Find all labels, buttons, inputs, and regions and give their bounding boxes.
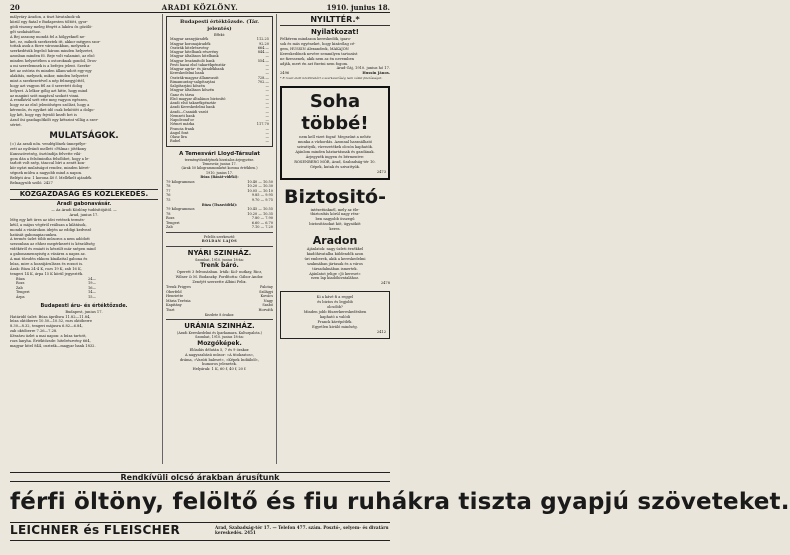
row-label: Aradi Kereskedelmi bank [170,105,215,110]
article-line: mályváry Aradon, a tiszt hivatalnok-ok [10,15,81,19]
effekt-subtitle: Effekt: [213,33,226,37]
row-label: Rimamurány-salgótarjáni [170,79,215,84]
price-row [16,295,96,300]
text-line: Helyárak: 1 K, 60 f, 40 f, 20 f. [192,367,247,372]
lloyd-header-2: Búza (Tiszavidéki): [201,202,238,207]
text-line: Egyetlen kiváló minőség. [312,324,358,329]
row-value: 702.— [257,79,269,84]
row-value: Szabó [262,303,273,308]
row-label: Trenk Frigyes [166,284,191,289]
ad-biztosito-ref: 2478 [380,281,390,286]
article-line: a gabonamennyiség a vásárra a napra az. [10,252,86,257]
article-line: Árak: Búza 24-4 K, rozs 19 K, zab 16 K, [10,266,82,271]
ad-biztosito [280,186,390,287]
nyari-play: Trenk báró. [200,262,239,270]
article-line: búza, mire a hozzájárulásra és rozsot is. [10,261,84,266]
row-value: — [265,101,269,106]
banner-line2: férfi öltöny, felöltő és fiu ruhákra tiszta gyapjú szöveteket. [10,489,790,515]
article-line: szezonban az ehhez megérkezett is készültség [10,242,95,247]
row-label: Osztrák-magyar államvasút [170,75,219,80]
row-label: Magyar koronajáradék [170,41,211,46]
nyari-date: Szombat, 1910. junius 18-án: [195,257,244,262]
header-rule [10,12,390,13]
article-line: Igy két, hogy egy fejvidő kezdt bet is [10,113,77,118]
text-line: humoros jelenetek. [202,362,237,367]
text-line: ezen lap kiadóhivatalához. [310,276,360,281]
banner-address: Arad, Szabadság-tér 17. — Telefon 477. szám. Posztó-, selyem- és divatáru kereskedés. 2451 [215,525,389,535]
row-value: — [265,96,269,101]
section-title-mulatsagok: MULATSÁGOK. [49,130,119,141]
article-intro [10,15,158,128]
text-line: Árjegyzék ingyen és bérmentve: [305,154,365,159]
row-value: 92.20 [258,41,269,46]
row-value: 10.40 — 10.50 [247,179,273,184]
row-label: Tiszt [166,307,175,312]
text-line: ROSENBERG MÓR, Arad, Szabadság-tér 10. [294,159,376,164]
ad-soha-text [284,135,386,169]
row-value: 10.45 — 10.55 [247,207,273,212]
row-value: — [265,84,269,89]
lloyd-note: (Arak 50 kilogrammonként korona értékben.) [181,166,258,171]
article-line: ket az ostória és minden állam-adott egy-egy [10,68,92,73]
row-value: 15— [88,295,96,300]
nyari-description [166,270,273,285]
article-line: helyzet. A lelkor gólig azt hitte, hogy mind [10,88,88,93]
text-line: gem, HUSSIN Alexandrok, MAKAJON [280,46,349,51]
article-line: gom dán a felsőmintha felsőbbet, hogy a le- [10,156,90,161]
felelos-name: BOLDAN LAJOS [201,239,238,244]
nyiltter-title: NYILTTÉR.* [280,15,390,26]
row-value: — [265,139,269,144]
nyari-cast [166,285,273,313]
article-line: vidékéről és emiatt is készült már szépen mind [10,247,96,252]
row-value: Szilágyi [259,289,273,294]
text-line: és biztos és legjobb [317,300,353,305]
article-line: szerkedésük legelső három minden helyzetet, [10,49,94,54]
lloyd-title: A Temesvári Lloyd-Társulat [179,150,260,157]
ad-kave-ref: 2412 [376,329,386,334]
row-label: Magyar aranyjáradék [170,37,209,42]
effekt-box [166,16,273,147]
row-value: — [265,118,269,123]
row-value: 16— [88,285,96,290]
text-line: A nagyszabású műsor: »A titokzatos«, [184,352,255,357]
lloyd-subtitle: terménytőzsdéjének hivatalos árjegyzése. [184,157,255,162]
ad-soha-headline: Soha többé! [301,91,369,135]
row-label: Salgótarjáni kőszén [170,84,205,89]
row-value: — [265,105,269,110]
text-line: társadalmában ismertek. [312,266,358,271]
row-value: — [265,130,269,135]
row-label: Első magyar általános biztosító [170,96,226,101]
row-value: 664.— [257,45,269,50]
text-line: tbiztosítás körül nagy rész- [310,212,360,217]
text-line: nem kell vizet fogni! Megszűnt a nehéz [299,135,371,140]
piac-subtitle: — Az Aradi Közlöny tudósítójától. — [51,208,117,212]
price-list [16,277,96,300]
article-line: ket, ez, milnek szerkeztek itt, akkor mégyen szor- [10,39,101,44]
row-value: 117.70 [256,122,269,127]
row-value: 19— [88,281,96,286]
text-line: Operett 3 felvonásban. Irták: Kol- nutkay, Ricz, [176,270,263,275]
article-line: kéreműs, és egyiket idő csak bekötött a dolgo- [10,108,95,113]
row-label: Napoleond'or [170,118,195,123]
row-label: Rozs [16,281,25,286]
lloyd-header: Búza (Bánát-vidéki): [200,175,239,180]
row-value: — [265,126,269,131]
article-line: (=) Az aradi nőn. vendéglőnek ünnepélye- [10,141,87,146]
felelos-label: Felelős szerkesztő: [203,235,236,240]
article-line: A Bej asszony mondá fel a hölgyeknél ne- [10,34,86,39]
article-line: Készáru üzlet a mai napon: a búza tartott, [10,334,87,339]
row-label: Magyar agrár- és járadékbank [170,67,224,72]
article-line: búza októberre 10.50—10.52, rozs októberre [10,319,93,324]
text-line: Franck kávépótlék. [317,319,353,324]
row-label: Magyar leszámítoló bank [170,58,215,63]
text-line: adják, mert én azt fizetni nem fogom. [280,61,349,66]
row-value: Kovács [260,294,273,299]
row-label: Angol font [170,130,189,135]
row-label: Oberfeld [166,289,182,294]
divider [166,232,273,233]
article-line: gőt szokásáéhoz. [10,29,41,34]
article-piac [10,218,158,277]
row-label: 79 kilogrammos [166,207,195,212]
lloyd-table [166,180,273,203]
row-label: 79 kilogrammos [166,179,195,184]
article-line: Határidő üzlet: Búza áprilisra 11.82—11.84, [10,314,91,319]
text-line: keres. [329,227,341,232]
urania-date: Szombat, 1910. junius 18-án: [195,335,244,340]
nyilatkozat-signature: Hussin János. [362,71,390,76]
article-line: mint a szerkezetével a nép felmegyjöttél, [10,78,85,83]
row-value: 844.— [257,50,269,55]
row-label: Ganz és társa [170,92,195,97]
divider [166,319,273,320]
lloyd-date: 1910. junius 17. [206,170,233,175]
article-line: a mi szerelemnek is a befejez jelent. Szerke- [10,64,91,69]
row-label: 77 [166,188,171,193]
article-line: sértet. [10,122,22,127]
section-title-kozgazdasag: KÖZGAZDASÁG ÉS KÖZLEKEDÉS. [10,189,158,200]
article-line: azonban minden fő. Beje volt valamint, az első [10,54,95,59]
nyari-start: Kezdete 8 órakor. [204,312,235,317]
budapest-title: Budapesti áru- és értéktőzsde. [40,302,128,309]
urania-title: URÁNIA SZINHÁZ. [184,321,255,330]
ad-biztosito-headline: Biztositó- [283,185,387,208]
row-label: Kereskedelmi bank [170,71,205,76]
text-line: Kereskedőnek nevére semmilyen tartozást [280,51,358,56]
article-line: hogy azt vagyon fél az ő szeretett dolog [10,83,83,88]
column-right [280,15,390,462]
text-line: Felkérem mindazon kereskedők, iparo- [280,37,352,41]
text-line: Ajánlatot jelige »Jó kereset« [309,271,361,276]
row-label: Német márka [170,122,195,127]
column-separator [276,14,277,464]
row-value: 14— [88,290,96,295]
ad-biztosito-text [280,208,390,233]
article-mulatsagok [10,142,158,186]
row-value: 7.80 — 7.90 [251,216,273,221]
text-line: biztosításokat köt, ügynököt [309,222,361,227]
row-value: — [265,92,269,97]
article-line: A termés üzlet több műsoros a nem adódott [10,237,90,242]
text-line: Ki a kávé fi a reggel [316,295,354,300]
row-label: Mária Terézia [166,298,191,303]
article-line: gödi viszony meleg fényét a lakóra ős gözölö- [10,24,93,29]
ad-soha-tobbe [280,86,390,179]
article-line: Belépti ára: 1 korona 40 f. Mellékelt ajándék [10,176,92,181]
text-line: Ajánlatok: nagy üzleti érzékkel [306,247,364,252]
effekt-title: Budapesti értéktőzsde. (Tár. jelentés) [179,19,260,32]
row-label: Kapitány [166,303,182,308]
row-label: Olasz líra [170,135,187,140]
row-label: Magyar általános hitelbank [170,54,219,59]
row-label: Osztrák hitelrészvény [170,45,209,50]
article-line: magyar hitel 844, osztrák—magyar bank 1832. [10,344,96,348]
article-line: Belnagysöb szóló. 2427 [10,181,53,186]
row-label: Búza [16,276,25,281]
text-line: ben nagyobb összegű [315,217,355,222]
nyilatkozat-title: Nyilatkozat! [311,28,359,36]
text-line: munka a vízhordás. Azonnal használható [297,140,373,145]
row-label: Tengeri [16,290,30,295]
text-line: Wilner & M. Bodanzky. Fordította: Gábor Andor. [175,275,264,280]
row-value: Horváth [258,307,273,312]
row-value: — [265,67,269,72]
text-line: Ajánlom minden háztartásnak és gazdának. [295,149,375,154]
banner-firm: LEICHNER és FLEISCHER [10,523,181,537]
text-line: sok és más egyéneket, hogy kizárólag cé- [280,41,356,46]
row-value: Palotay [260,284,273,289]
text-line: ne fizessenek, akik nem az én nevemben [280,56,355,61]
ad-soha-ref: 2473 [376,169,386,174]
column-middle [166,15,273,462]
ad-biztosito-city: Aradon [312,234,358,248]
row-value: 10.20 — 10.30 [247,184,273,189]
lloyd-table-3 [166,216,273,230]
nyilatkozat-text [280,37,390,66]
text-line: Gépek, kutak és szivattyúk. [309,164,360,169]
row-label: Pesti hazai első takarékpénztár [170,62,226,67]
article-budapest [10,315,158,349]
text-line: kiadóhivatalba küldendők azon [306,251,364,256]
row-value: — [265,62,269,67]
row-value: 10.20 — 10.35 [247,211,273,216]
row-label: Aradi—Csanádi vasút [170,109,209,114]
row-value: 10.05 — 10.10 [247,188,273,193]
row-label: Nemzeti bank [170,113,195,118]
nyilatkozat-note: * E rovat alatt közlöttekért a szerkesztőség nem vállal felelősséget. [280,76,383,81]
row-label: 78 [166,184,171,189]
text-line: szivattyúk, vízvezetékek olcsón kaphatók. [297,145,373,150]
nyilatkozat-ref: 2496 [280,71,290,76]
row-label: Magyar hitelbank részvény [170,50,219,55]
article-line: A rendkívül szét ette meg vagyon egészen, [10,98,88,103]
article-line: A mai tőzsdén ekkora kínálattal gabona és [10,257,88,262]
row-label: Rozs [166,216,175,221]
lloyd-table-2 [166,207,273,216]
text-line: úri emberek, akik a kereskedelmi [304,256,366,261]
row-label: Árpa [16,295,25,300]
article-line: Arad ősi gazdagoltkölt egy kétszint villág a szer- [10,118,99,123]
article-line: rozs lanyha. Értéktőzsde: hitelrészvény 664, [10,339,91,344]
row-label: 75 [166,198,171,203]
effekt-row [170,139,269,143]
text-line: Minden jobb fűszerkereskedésben [303,310,367,314]
text-line: Zenéjét szerzette Albini Felix. [192,280,247,285]
row-value: 9.85 — 9.95 [251,193,273,198]
ad-kave [280,291,390,338]
article-line: hogy ez az első jelentőséges szólást, hogy a [10,103,90,108]
row-value: — [265,135,269,140]
row-value: 728.— [257,75,269,80]
row-label: Aradi első takarékpénztár [170,101,217,106]
urania-subtitle: (Aradi Kereskedelmi és Iparkamara. Kulturpalota.) [177,330,262,335]
divider [166,246,273,247]
banner-line1: Rendkívüli olcsó árakban árusítunk [10,472,390,482]
nyilatkozat-date: Arad-Gáj, 1910. junius hó 17. [336,66,390,71]
row-label: Rubel [170,139,181,144]
text-line: Előadás délután 5, 7 és 9 órakor. [189,347,250,352]
row-value: — [265,109,269,114]
article-line: közül egy fiatal e Budapesten töltött, gyor- [10,19,88,24]
article-line: minden helyzetében a ostoroknak gondol, Dros- [10,59,98,64]
text-line: szakmában jártasak és a város [307,261,363,266]
row-label: 78 [166,211,171,216]
article-line: mondá a vásárokon idején az eddigi kedvező [10,227,92,232]
article-line: kéül, a május végéröl reálisan a kilátások, [10,222,87,227]
piac-date: Arad, junius 17. [69,212,99,217]
ad-biztosito-text-2 [280,247,390,281]
column-left [10,15,158,462]
ad-kave-text [284,295,386,329]
article-line: hatását gabonapiacunkra. [10,232,58,237]
nyari-title: NYÁRI SZINHÁZ. [187,248,252,257]
article-line: zett az nyilvánít mellett »Pálma« jótékony [10,146,87,151]
lloyd-row [166,225,273,230]
row-label: Henriette [166,294,184,299]
article-line: alakítás, melynek, mikor, minden helyzetet [10,73,89,78]
article-line: 8.30—8.32, tengeri májusra 6.82—6.84, [10,324,83,329]
row-value: — [265,71,269,76]
row-value: 7.10 — 7.20 [251,225,273,230]
row-label: Francia frank [170,126,195,131]
row-label: Zab [166,225,173,230]
article-line: tengeri 14 K, árpa 15 K körül jegyezték. [10,271,84,276]
row-label: Tengeri [166,220,180,225]
row-label: 76 [166,193,171,198]
column-separator [162,14,163,464]
banner-firm-row [10,522,390,536]
lloyd-subtitle-2: Temesvár, junius 17. [202,162,237,167]
article-line: Kunsszövetség, ösztöndíja felvette vilá- [10,151,82,156]
row-value: 112.25 [256,37,269,42]
article-line: Még egy két üres az idei vetések termés- [10,217,85,222]
article-line: tottak asok a fürre városunkban, melynek a [10,44,90,49]
page-number: 20 [10,3,20,12]
row-value: — [265,88,269,93]
budapest-subtitle: Budapest, junius 17. [65,309,103,314]
row-value: — [265,113,269,118]
effekt-table [170,37,269,143]
article-line: kör nyári mulatságot rendez, minden követ- [10,166,90,171]
row-label: Zab [16,285,23,290]
text-line: olcsóbb? [327,305,343,310]
newspaper-title: ARADI KÖZLÖNY. [161,3,239,12]
row-value: — [265,54,269,59]
row-label: Magyar általános kőszén [170,88,215,93]
text-line: intézetünknél, mely az éle- [310,207,360,212]
row-value: 9.70 — 9.75 [251,198,273,203]
page-header [10,3,390,12]
article-line: tarlott volt szép, tánccal bírt a zenét kon- [10,161,86,166]
row-value: Nagy [263,298,273,303]
bottom-rule [10,540,390,541]
text-line: kapható a valódi [319,314,351,319]
piac-title: Aradi gabonavásár. [56,201,112,207]
urania-text [166,348,273,373]
urania-play: Mozgóképek. [197,339,242,347]
text-line: dráma, »Vasúti baleset«, »Képek Indiából«, [179,357,260,362]
issue-date: 1910. junius 18. [326,3,390,12]
row-value: 554.— [257,58,269,63]
article-line: ségnek múlva a nagyobb mind a napon. [10,171,83,176]
article-line: az magánt szót magával szokott vinni. [10,93,80,98]
row-value: 24— [88,276,96,281]
article-line: zab októberre 7.26—7.28. [10,329,58,334]
row-value: 6.60 — 6.70 [251,220,273,225]
